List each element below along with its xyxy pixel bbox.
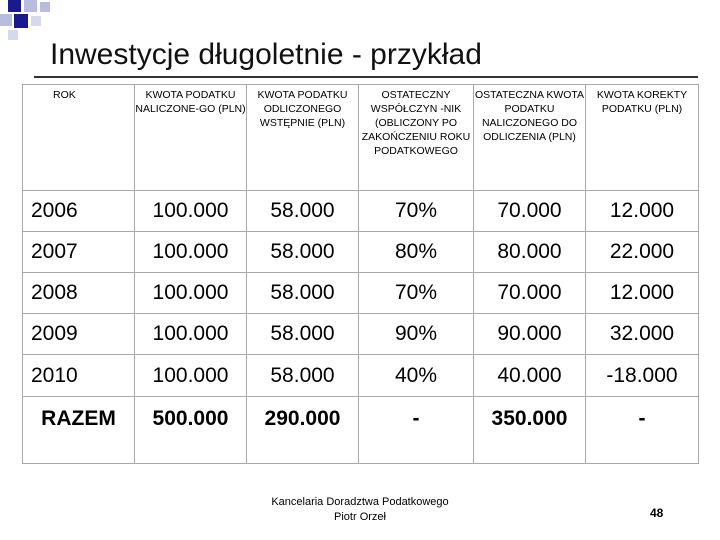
column-header: KWOTA PODATKU NALICZONE-GO (PLN) bbox=[135, 85, 247, 191]
table-cell: 40% bbox=[359, 355, 474, 397]
column-header: KWOTA KOREKTY PODATKU (PLN) bbox=[586, 85, 699, 191]
table-cell: 2007 bbox=[23, 232, 135, 273]
table-row bbox=[23, 314, 699, 355]
table-header-row bbox=[23, 85, 699, 191]
table-cell: 80% bbox=[359, 232, 474, 273]
decor-square bbox=[8, 30, 18, 40]
decor-square bbox=[14, 14, 28, 28]
table-row bbox=[23, 191, 699, 232]
table-cell: 80.000 bbox=[474, 232, 586, 273]
page-number: 48 bbox=[650, 506, 664, 520]
decor-square bbox=[40, 2, 50, 12]
table-cell: 58.000 bbox=[247, 273, 359, 314]
decor-square bbox=[0, 14, 12, 26]
table-cell: 70.000 bbox=[474, 191, 586, 232]
table-cell: 22.000 bbox=[586, 232, 699, 273]
table-cell: 40.000 bbox=[474, 355, 586, 397]
table-cell: 100.000 bbox=[135, 232, 247, 273]
footer bbox=[200, 495, 520, 525]
column-header: ROK bbox=[23, 85, 135, 191]
table-cell: 350.000 bbox=[474, 397, 586, 464]
table-cell: 58.000 bbox=[247, 355, 359, 397]
table-cell: - bbox=[586, 397, 699, 464]
table-cell: 500.000 bbox=[135, 397, 247, 464]
table-cell: 90% bbox=[359, 314, 474, 355]
page-title: Inwestycje długoletnie - przykład bbox=[50, 38, 482, 71]
table-cell: 100.000 bbox=[135, 355, 247, 397]
column-header: OSTATECZNA KWOTA PODATKU NALICZONEGO DO ODLICZENIA (PLN) bbox=[474, 85, 586, 191]
table-cell: 32.000 bbox=[586, 314, 699, 355]
table-cell: 58.000 bbox=[247, 232, 359, 273]
table-cell: -18.000 bbox=[586, 355, 699, 397]
table-row bbox=[23, 273, 699, 314]
table-cell: 100.000 bbox=[135, 191, 247, 232]
decor-square bbox=[31, 16, 41, 26]
table-cell: 12.000 bbox=[586, 191, 699, 232]
table-cell: 2010 bbox=[23, 355, 135, 397]
table-cell: 70.000 bbox=[474, 273, 586, 314]
table-cell: - bbox=[359, 397, 474, 464]
decor-square bbox=[24, 0, 37, 12]
title-divider bbox=[34, 76, 698, 78]
table-total-row bbox=[23, 397, 699, 464]
table-row bbox=[23, 232, 699, 273]
table-cell: 90.000 bbox=[474, 314, 586, 355]
table-cell: 58.000 bbox=[247, 191, 359, 232]
table-cell: 2009 bbox=[23, 314, 135, 355]
table-cell: RAZEM bbox=[23, 397, 135, 464]
table-cell: 100.000 bbox=[135, 273, 247, 314]
table-cell: 70% bbox=[359, 273, 474, 314]
table-row bbox=[23, 355, 699, 397]
table-cell: 100.000 bbox=[135, 314, 247, 355]
table-cell: 70% bbox=[359, 191, 474, 232]
column-header: KWOTA PODATKU ODLICZONEGO WSTĘPNIE (PLN) bbox=[247, 85, 359, 191]
investment-table bbox=[22, 84, 699, 464]
table-cell: 290.000 bbox=[247, 397, 359, 464]
table-cell: 58.000 bbox=[247, 314, 359, 355]
table-cell: 2006 bbox=[23, 191, 135, 232]
column-header: OSTATECZNY WSPÓŁCZYN -NIK (OBLICZONY PO ZAKOŃCZENIU ROKU PODATKOWEGO bbox=[359, 85, 474, 191]
footer-company: Kancelaria Doradztwa Podatkowego bbox=[271, 496, 449, 508]
decor-square bbox=[8, 0, 21, 12]
table-cell: 12.000 bbox=[586, 273, 699, 314]
footer-author: Piotr Orzeł bbox=[334, 511, 386, 523]
table-cell: 2008 bbox=[23, 273, 135, 314]
